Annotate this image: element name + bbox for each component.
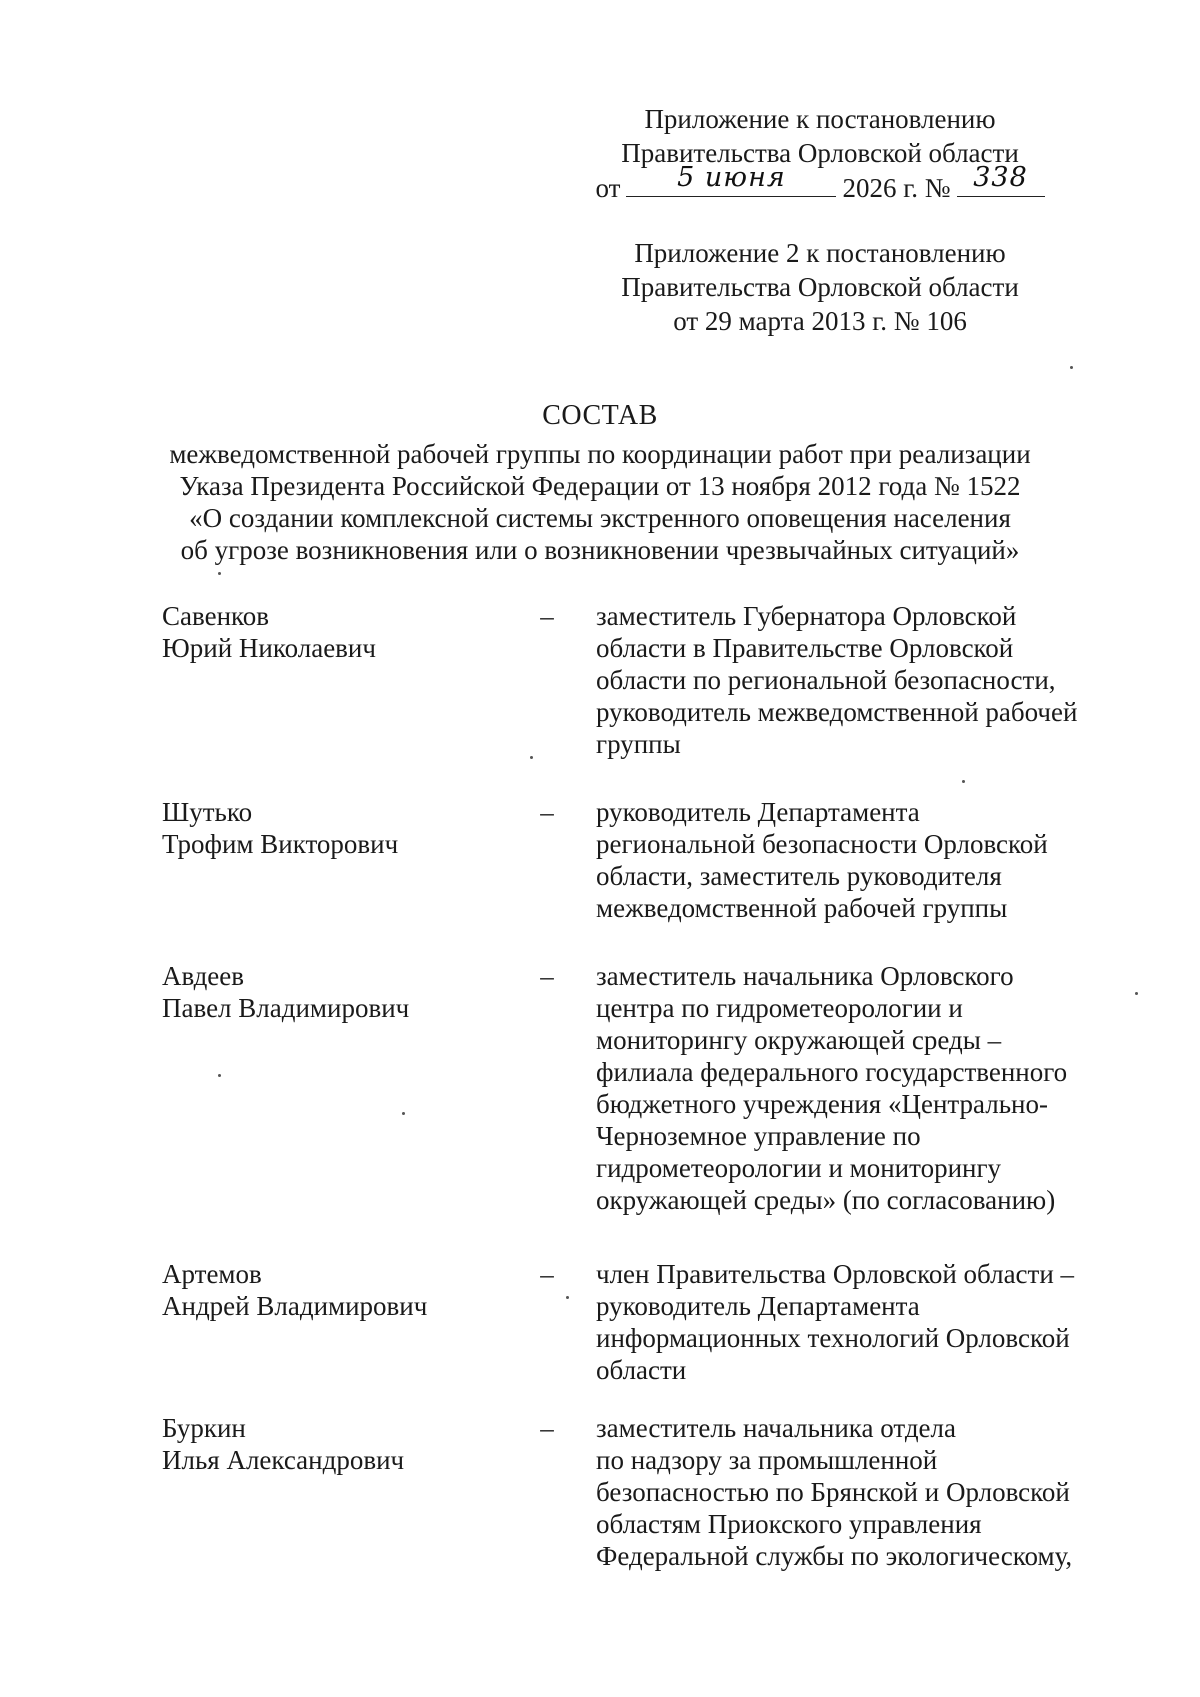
member-name xyxy=(162,1258,502,1322)
member-surname: Артемов xyxy=(162,1259,262,1289)
scan-speck xyxy=(218,1074,221,1077)
role-line: областям Приокского управления xyxy=(596,1509,982,1539)
member-dash: – xyxy=(540,1413,554,1443)
title-heading: СОСТАВ xyxy=(542,400,658,431)
member-name xyxy=(162,600,502,664)
role-line: заместитель начальника Орловского xyxy=(596,961,1014,991)
scan-speck xyxy=(218,572,221,575)
member-surname: Буркин xyxy=(162,1413,246,1443)
role-line: заместитель начальника отдела xyxy=(596,1413,956,1443)
handwritten-date: 5 июня xyxy=(677,162,786,193)
document-title xyxy=(120,400,1080,566)
role-line: информационных технологий Орловской xyxy=(596,1323,1070,1353)
scan-speck xyxy=(402,1112,405,1115)
member-given-name: Илья Александрович xyxy=(162,1445,405,1475)
member-surname: Шутько xyxy=(162,797,253,827)
role-line: группы xyxy=(596,729,681,759)
role-line: безопасностью по Брянской и Орловской xyxy=(596,1477,1070,1507)
scan-speck xyxy=(962,780,965,783)
member-given-name: Трофим Викторович xyxy=(162,829,399,859)
scan-speck xyxy=(566,1296,569,1299)
scan-speck xyxy=(1135,992,1138,995)
role-line: региональной безопасности Орловской xyxy=(596,829,1048,859)
role-line: член Правительства Орловской области – xyxy=(596,1259,1075,1289)
role-line: руководитель Департамента xyxy=(596,797,920,827)
header-date-line xyxy=(560,162,1080,205)
role-line: заместитель Губернатора Орловской xyxy=(596,601,1017,631)
role-line: Черноземное управление по xyxy=(596,1121,921,1151)
role-line: по надзору за промышленной xyxy=(596,1445,938,1475)
header2-line-3: от 29 марта 2013 г. № 106 xyxy=(673,306,967,336)
role-line: области xyxy=(596,1355,687,1385)
member-role xyxy=(596,1412,1136,1572)
member-role xyxy=(596,960,1136,1216)
member-dash: – xyxy=(540,961,554,991)
role-line: руководитель межведомственной рабочей xyxy=(596,697,1078,727)
member-surname: Авдеев xyxy=(162,961,245,991)
member-role xyxy=(596,796,1136,924)
role-line: мониторингу окружающей среды – xyxy=(596,1025,1002,1055)
member-name xyxy=(162,960,502,1024)
role-line: руководитель Департамента xyxy=(596,1291,920,1321)
role-line: центра по гидрометеорологии и xyxy=(596,993,963,1023)
member-dash: – xyxy=(540,1259,554,1289)
member-role xyxy=(596,600,1136,760)
member-dash: – xyxy=(540,601,554,631)
appendix-header xyxy=(560,102,1080,205)
member-given-name: Павел Владимирович xyxy=(162,993,410,1023)
role-line: области в Правительстве Орловской xyxy=(596,633,1014,663)
header2-line-1: Приложение 2 к постановлению xyxy=(634,238,1006,268)
member-name xyxy=(162,796,502,860)
scan-speck xyxy=(530,756,533,759)
role-line: Федеральной службы по экологическому, xyxy=(596,1541,1073,1571)
header-line-1: Приложение к постановлению xyxy=(644,104,996,134)
title-line-3: «О создании комплексной системы экстренного оповещения населения xyxy=(189,503,1011,533)
scan-speck xyxy=(1070,366,1073,369)
title-line-2: Указа Президента Российской Федерации от 13 ноября 2012 года № 1522 xyxy=(179,471,1021,501)
member-surname: Савенков xyxy=(162,601,270,631)
role-line: бюджетного учреждения «Центрально- xyxy=(596,1089,1048,1119)
header2-line-2: Правительства Орловской области xyxy=(621,272,1019,302)
role-line: филиала федерального государственного xyxy=(596,1057,1068,1087)
date-blank xyxy=(626,162,836,197)
member-role xyxy=(596,1258,1136,1386)
role-line: гидрометеорологии и мониторингу xyxy=(596,1153,1002,1183)
member-name xyxy=(162,1412,502,1476)
role-line: межведомственной рабочей группы xyxy=(596,893,1008,923)
role-line: области, заместитель руководителя xyxy=(596,861,1002,891)
appendix-2-header xyxy=(560,236,1080,338)
title-line-4: об угрозе возникновения или о возникновении чрезвычайных ситуаций» xyxy=(180,535,1020,565)
role-line: окружающей среды» (по согласованию) xyxy=(596,1185,1056,1215)
member-dash: – xyxy=(540,797,554,827)
header-line-2: Правительства Орловской области xyxy=(621,138,1019,168)
role-line: области по региональной безопасности, xyxy=(596,665,1056,695)
member-given-name: Юрий Николаевич xyxy=(162,633,376,663)
member-given-name: Андрей Владимирович xyxy=(162,1291,428,1321)
date-prefix: от xyxy=(595,173,621,203)
year-text: 2026 г. № xyxy=(842,173,951,203)
handwritten-number: 338 xyxy=(973,162,1028,193)
title-line-1: межведомственной рабочей группы по координации работ при реализации xyxy=(169,439,1031,469)
number-blank xyxy=(957,162,1045,197)
